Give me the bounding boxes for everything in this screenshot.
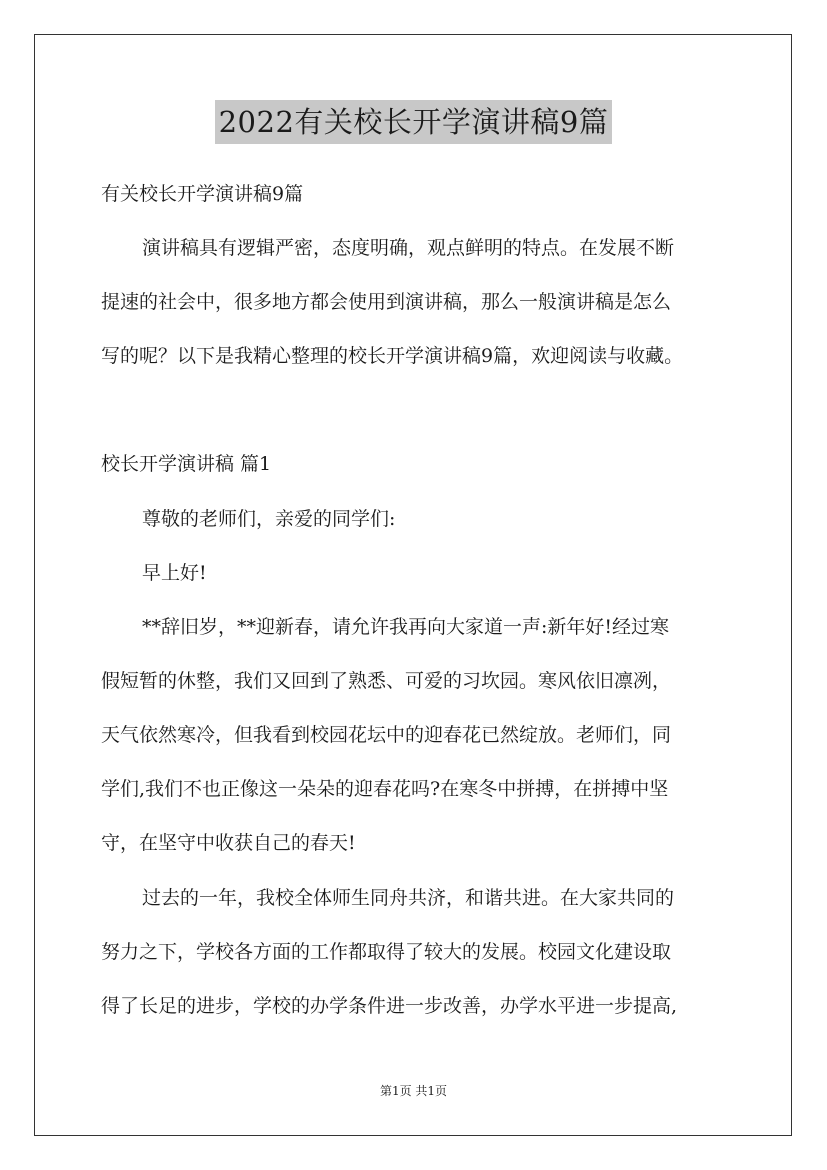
- salutation: 尊敬的老师们，亲爱的同学们:: [142, 508, 396, 530]
- para1-line-2: 假短暂的休整，我们又回到了熟悉、可爱的习坎园。寒风依旧凛冽，: [101, 670, 672, 692]
- subtitle: 有关校长开学演讲稿9篇: [101, 183, 304, 205]
- page-footer: 第1页 共1页: [379, 1084, 448, 1098]
- intro-line-3: 写的呢？以下是我精心整理的校长开学演讲稿9篇，欢迎阅读与收藏。: [101, 345, 684, 367]
- para1-line-3: 天气依然寒冷，但我看到校园花坛中的迎春花已然绽放。老师们，同: [101, 724, 672, 746]
- para2-line-3: 得了长足的进步，学校的办学条件进一步改善，办学水平进一步提高,: [101, 995, 678, 1017]
- para1-line-5: 守，在坚守中收获自己的春天!: [101, 832, 356, 854]
- para1-line-4: 学们,我们不也正像这一朵朵的迎春花吗?在寒冬中拼搏，在拼搏中坚: [101, 778, 669, 800]
- para2-line-2: 努力之下，学校各方面的工作都取得了较大的发展。校园文化建设取: [101, 941, 672, 963]
- title-wrap: [0, 100, 827, 144]
- greeting: 早上好!: [142, 562, 207, 584]
- intro-line-2: 提速的社会中，很多地方都会使用到演讲稿，那么一般演讲稿是怎么: [101, 291, 672, 313]
- document-title: 2022有关校长开学演讲稿9篇: [215, 100, 613, 144]
- intro-line-1: 演讲稿具有逻辑严密，态度明确，观点鲜明的特点。在发展不断: [142, 237, 675, 259]
- section-heading: 校长开学演讲稿 篇1: [101, 453, 272, 475]
- para1-line-1: **辞旧岁，**迎新春，请允许我再向大家道一声:新年好!经过寒: [142, 616, 670, 638]
- para2-line-1: 过去的一年，我校全体师生同舟共济，和谐共进。在大家共同的: [142, 887, 675, 909]
